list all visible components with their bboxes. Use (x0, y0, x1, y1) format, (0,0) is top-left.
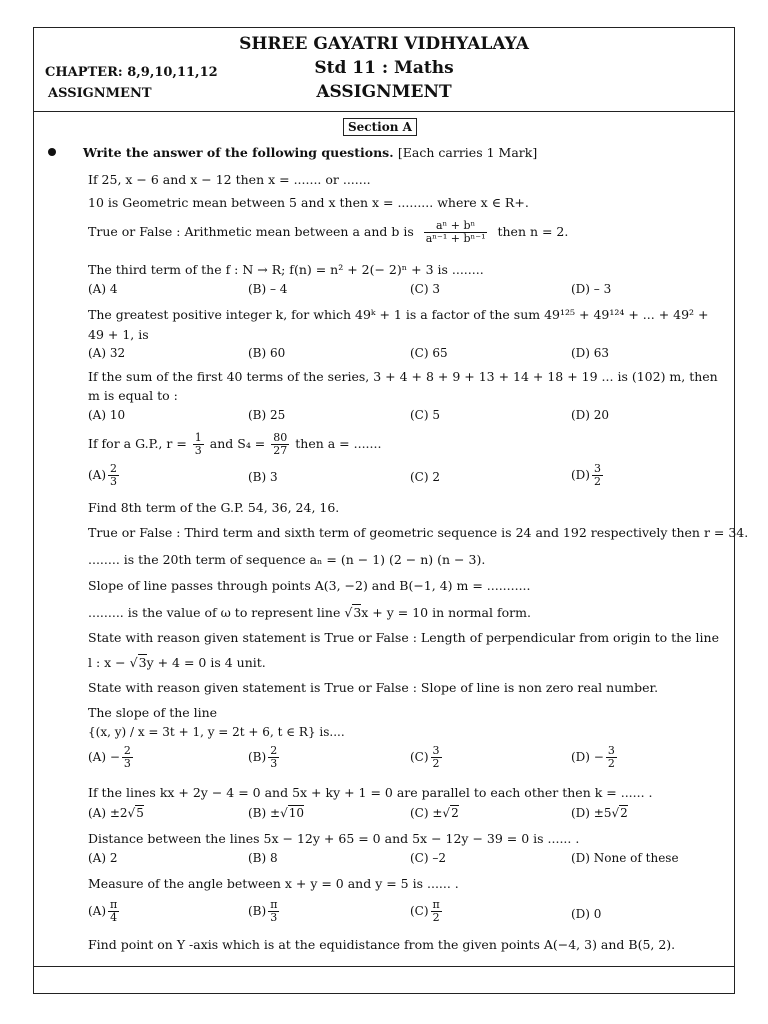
footer-divider (33, 966, 735, 967)
option: (A) $\frac{2}{3}$ (88, 462, 118, 488)
option: (A) $\frac{\pi}{4}$ (88, 898, 118, 924)
question-8: Find 8th term of the G.P. 54, 36, 24, 16. (88, 500, 340, 515)
question-13-cont: l : x − √3y + 4 = 0 is 4 unit. (88, 655, 266, 670)
question-4: The third term of the f : N → R; f(n) = n² + 2(− 2)ⁿ + 3 is ........ (88, 262, 484, 277)
question-9: True or False : Third term and sixth term of geometric sequence is 24 and 192 respectively then r = 34. (88, 525, 749, 540)
option: (A) 4 (88, 282, 118, 296)
option: (C) 65 (410, 346, 448, 360)
option: (D) 63 (571, 346, 610, 360)
option: (D) $\frac{3}{2}$ (571, 462, 601, 488)
option: (B) 60 (248, 346, 286, 360)
question-17: Distance between the lines 5x − 12y + 65 = 0 and 5x − 12y − 39 = 0 is ...... . (88, 831, 580, 846)
option: (B) ±√10 (248, 806, 304, 820)
bullet-icon (48, 148, 56, 156)
option: (B) $\frac{\pi}{3}$ (248, 898, 278, 924)
option: (B) – 4 (248, 282, 288, 296)
assignment-title: ASSIGNMENT (316, 82, 452, 102)
question-1: If 25, x − 6 and x − 12 then x = ....... or ....... (88, 172, 371, 187)
school-name: SHREE GAYATRI VIDHYALAYA (239, 34, 529, 54)
header-divider (33, 111, 735, 112)
chapter-sublabel: ASSIGNMENT (48, 86, 152, 101)
option: (D) 20 (571, 408, 610, 422)
instruction: Write the answer of the following questions. [Each carries 1 Mark] (83, 145, 538, 160)
question-11: Slope of line passes through points A(3, −2) and B(−1, 4) m = ........... (88, 578, 531, 593)
question-19: Find point on Y -axis which is at the equidistance from the given points A(−4, 3) and B(5, 2). (88, 937, 676, 952)
option: (B) 25 (248, 408, 286, 422)
question-15-cont: {(x, y) / x = 3t + 1, y = 2t + 6, t ∈ R} is.... (88, 725, 345, 739)
question-5-cont: 49 + 1, is (88, 327, 149, 342)
question-2: 10 is Geometric mean between 5 and x then x = ......... where x ∈ R+. (88, 195, 529, 210)
option: (B) $\frac{2}{3}$ (248, 744, 278, 770)
chapter-label: CHAPTER: 8,9,10,11,12 (45, 65, 218, 80)
option: (A) − $\frac{2}{3}$ (88, 744, 131, 770)
question-7: If for a G.P., r = $\frac{1}{3}$ and S₄ = $\frac{80}{27}$ then a = ....... (88, 431, 382, 457)
question-13: State with reason given statement is True or False : Length of perpendicular from origin to the line (88, 630, 719, 645)
option: (A) 32 (88, 346, 126, 360)
option: (C) 5 (410, 408, 440, 422)
question-16: If the lines kx + 2y − 4 = 0 and 5x + ky + 1 = 0 are parallel to each other then k = ...... . (88, 785, 653, 800)
option: (D) None of these (571, 851, 679, 865)
option: (C) 2 (410, 470, 440, 484)
option: (D) 0 (571, 907, 602, 921)
option: (C) $\frac{\pi}{2}$ (410, 898, 440, 924)
section-label: Section A (343, 118, 417, 136)
question-14: State with reason given statement is True or False : Slope of line is non zero real number. (88, 680, 659, 695)
option: (A) ±2√5 (88, 806, 144, 820)
option: (A) 10 (88, 408, 126, 422)
option: (B) 3 (248, 470, 278, 484)
question-6: If the sum of the first 40 terms of the series, 3 + 4 + 8 + 9 + 13 + 14 + 18 + 19 ... is (102) m, then (88, 369, 718, 384)
option: (C) –2 (410, 851, 446, 865)
option: (D) − $\frac{3}{2}$ (571, 744, 615, 770)
standard-title: Std 11 : Maths (314, 58, 454, 78)
option: (C) ±√2 (410, 806, 459, 820)
question-12: ......... is the value of ω to represent line √3x + y = 10 in normal form. (88, 605, 531, 620)
question-18: Measure of the angle between x + y = 0 and y = 5 is ...... . (88, 876, 459, 891)
question-15: The slope of the line (88, 705, 218, 720)
option: (C) 3 (410, 282, 440, 296)
option: (D) – 3 (571, 282, 612, 296)
option: (C) $\frac{3}{2}$ (410, 744, 440, 770)
option: (B) 8 (248, 851, 278, 865)
question-6-cont: m is equal to : (88, 388, 178, 403)
option: (D) ±5√2 (571, 806, 628, 820)
option: (A) 2 (88, 851, 118, 865)
question-5: The greatest positive integer k, for which 49ᵏ + 1 is a factor of the sum 49¹²⁵ + 49¹²⁴ + ... + 49² + (88, 307, 709, 322)
question-10: ........ is the 20th term of sequence aₙ = (n − 1) (2 − n) (n − 3). (88, 552, 486, 567)
question-3: True or False : Arithmetic mean between a and b is $\frac{\text{aⁿ + bⁿ}}{\text{aⁿ⁻¹ + bⁿ⁻¹}}$ then n = 2. (88, 219, 569, 245)
